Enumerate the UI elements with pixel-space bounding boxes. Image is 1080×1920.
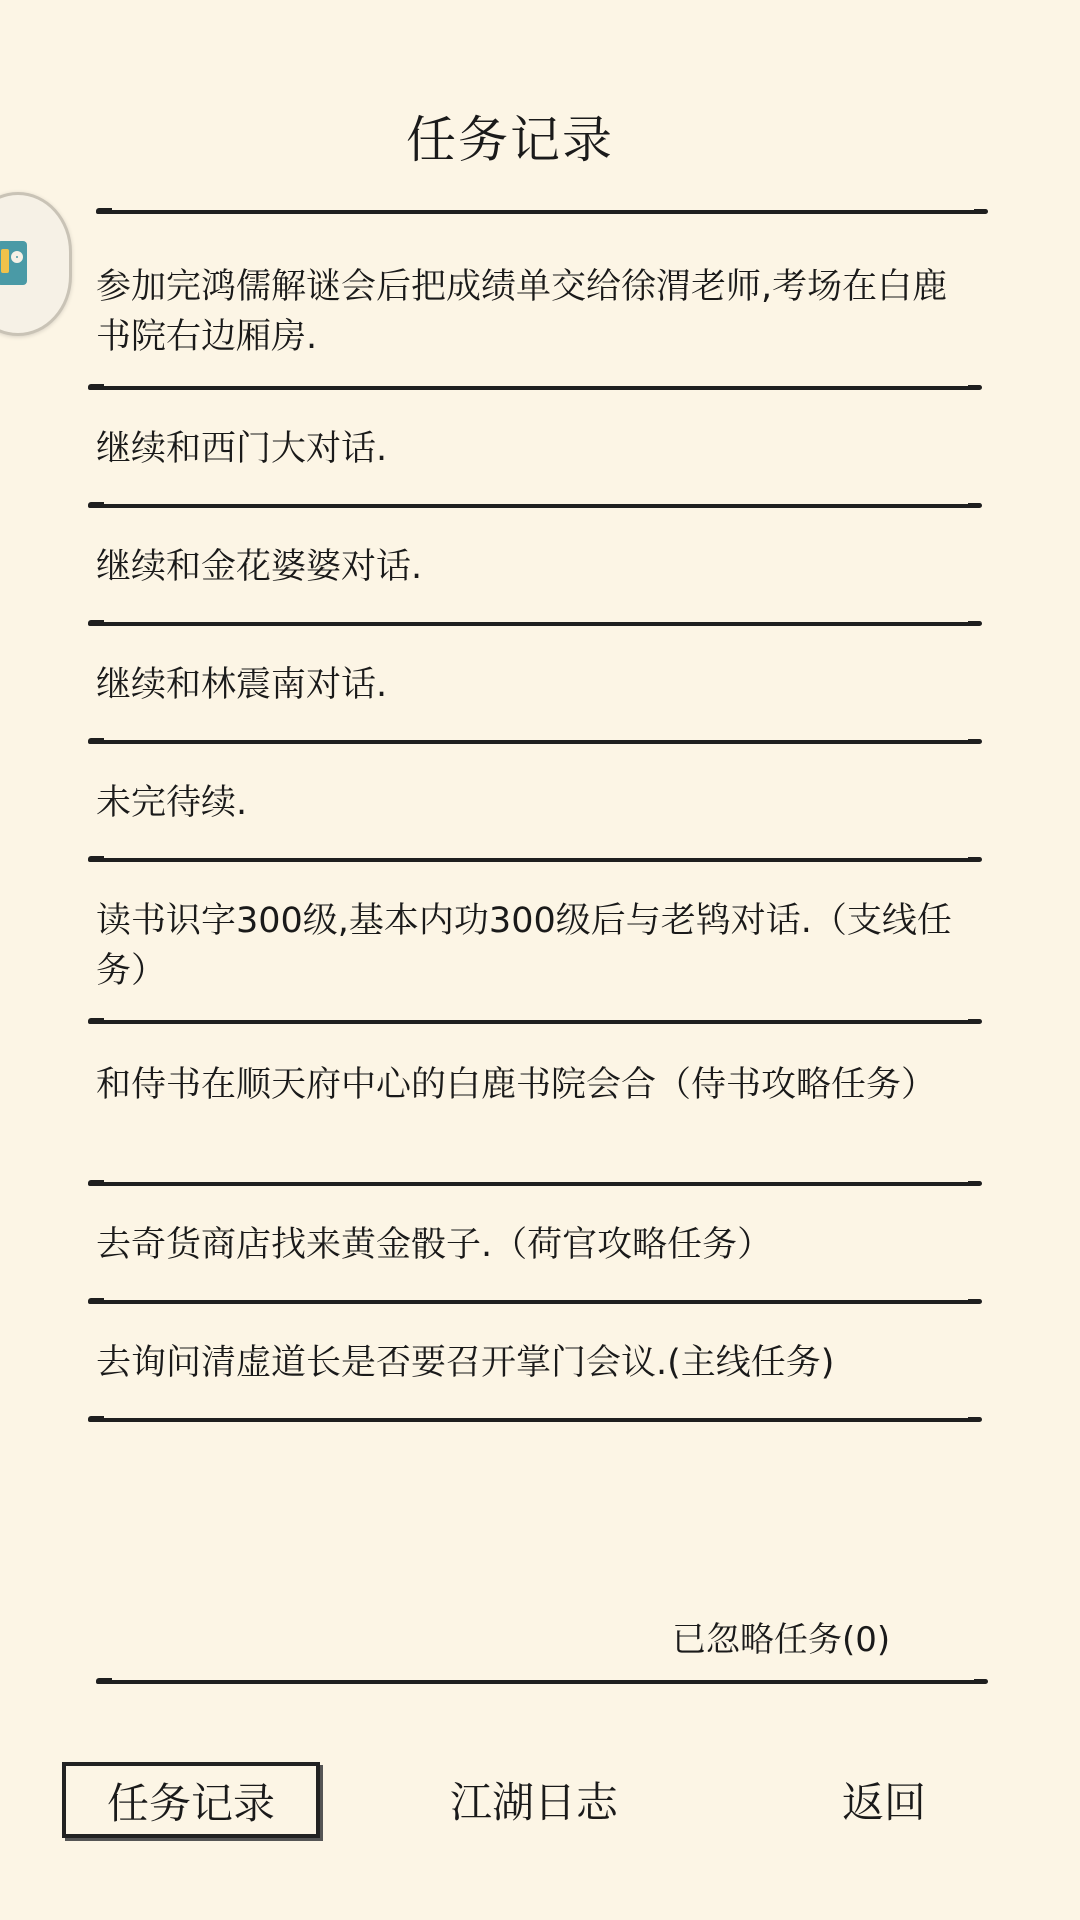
task-item[interactable]: 去询问清虚道长是否要召开掌门会议.(主线任务) bbox=[96, 1343, 835, 1383]
divider bbox=[88, 858, 976, 862]
tab-task-log-button[interactable]: 任务记录 bbox=[62, 1762, 320, 1838]
back-button[interactable]: 返回 bbox=[842, 1778, 927, 1827]
tab-journal-button[interactable]: 江湖日志 bbox=[450, 1778, 619, 1827]
task-item[interactable]: 继续和西门大对话. bbox=[96, 429, 388, 469]
task-item[interactable]: 去奇货商店找来黄金骰子.（荷官攻略任务） bbox=[96, 1225, 773, 1265]
divider bbox=[88, 1418, 976, 1422]
divider bbox=[96, 210, 982, 214]
ignored-tasks-link[interactable]: 已忽略任务(0) bbox=[672, 1620, 891, 1660]
task-item[interactable]: 继续和金花婆婆对话. bbox=[96, 547, 423, 587]
page-title: 任务记录 bbox=[406, 111, 614, 169]
divider bbox=[88, 1182, 976, 1186]
task-item[interactable]: 读书识字300级,基本内功300级后与老鸨对话.（支线任务） bbox=[96, 901, 952, 991]
task-item[interactable]: 继续和林震南对话. bbox=[96, 665, 388, 705]
divider bbox=[88, 1300, 976, 1304]
divider bbox=[88, 386, 976, 390]
task-item[interactable]: 和侍书在顺天府中心的白鹿书院会合（侍书攻略任务） bbox=[96, 1065, 937, 1105]
divider bbox=[88, 504, 976, 508]
me-badge-icon-ring bbox=[11, 251, 23, 263]
task-item[interactable]: 参加完鸿儒解谜会后把成绩单交给徐渭老师,考场在白鹿书院右边厢房. bbox=[96, 267, 948, 357]
task-item[interactable]: 未完待续. bbox=[96, 783, 248, 823]
divider bbox=[88, 1020, 976, 1024]
divider bbox=[96, 1680, 982, 1684]
divider bbox=[88, 740, 976, 744]
me-badge-icon-accent bbox=[1, 249, 9, 273]
floating-assistant-button[interactable] bbox=[0, 192, 72, 336]
divider bbox=[88, 622, 976, 626]
